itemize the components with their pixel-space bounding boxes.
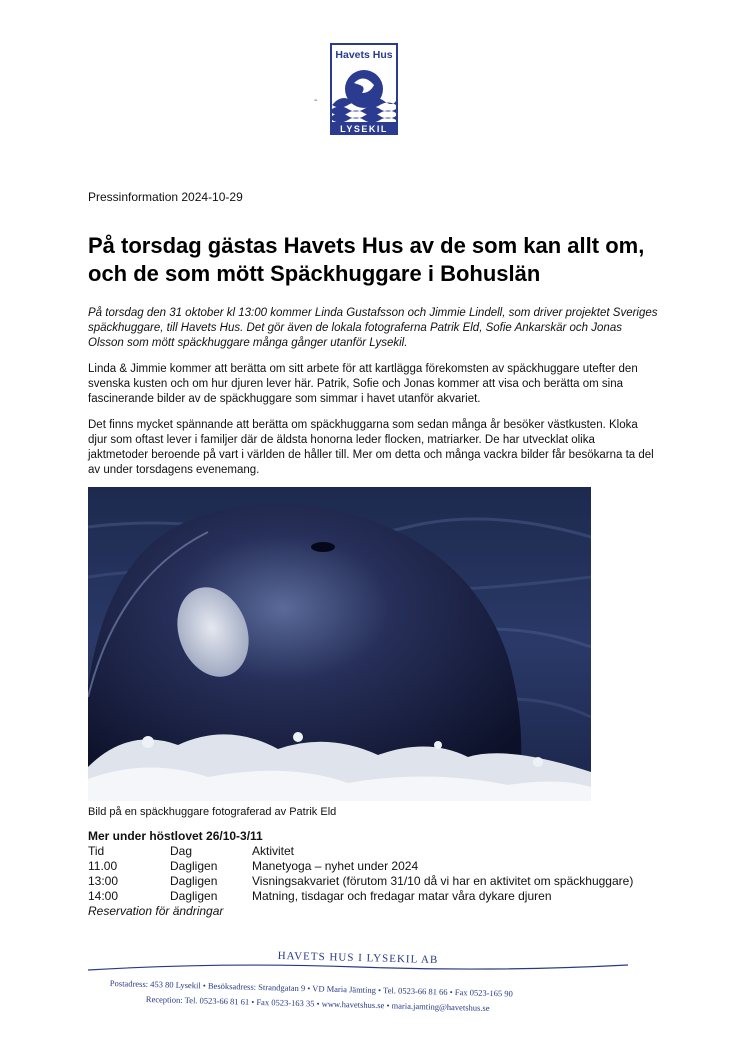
body-paragraph-2: Linda & Jimmie kommer att berätta om sitt arbete för att kartlägga förekomsten av späckhuggare utefter den svenska kusten och om hur djuren lever här. Patrik, Sofie och Jonas kommer att visa och berätta om sina fascinerande bilder av de späckhuggare som simmar i havet utanför akvariet. bbox=[88, 363, 638, 405]
schedule-activity: Matning, tisdagar och fredagar matar våra dykare djuren bbox=[252, 889, 552, 903]
footer-address-line-1: Postadress: 453 80 Lysekil • Besöksadress: Strandgatan 9 • VD Maria Jämting • Tel. 0523-66 81 66 • Fax 0523-165 90 bbox=[109, 978, 514, 999]
photo-caption: Bild på en späckhuggare fotograferad av Patrik Eld bbox=[88, 806, 337, 818]
company-name: HAVETS HUS I LYSEKIL AB bbox=[277, 949, 439, 967]
schedule-header-activity: Aktivitet bbox=[252, 844, 295, 858]
schedule-header-time: Tid bbox=[88, 844, 105, 858]
schedule-section bbox=[88, 829, 688, 919]
schedule-day: Dagligen bbox=[170, 889, 218, 903]
press-info-date: Pressinformation 2024-10-29 bbox=[88, 190, 243, 204]
letterhead-footer bbox=[88, 950, 628, 1020]
havets-hus-logo bbox=[330, 43, 398, 135]
schedule-activity: Manetyoga – nyhet under 2024 bbox=[252, 859, 419, 873]
schedule-day: Dagligen bbox=[170, 874, 218, 888]
header-dot: - bbox=[314, 95, 318, 106]
schedule-day: Dagligen bbox=[170, 859, 218, 873]
schedule-row bbox=[88, 859, 688, 874]
footer-wave-line bbox=[88, 960, 628, 974]
schedule-header-day: Dag bbox=[170, 844, 193, 858]
fish-wave-logo-icon bbox=[330, 43, 398, 135]
schedule-time: 14:00 bbox=[88, 889, 119, 903]
page-title: På torsdag gästas Havets Hus av de som kan allt om, och de som mött Späckhuggare i Bohuslän bbox=[88, 233, 645, 286]
schedule-row bbox=[88, 874, 688, 889]
schedule-activity: Visningsakvariet (förutom 31/10 då vi har en aktivitet om späckhuggare) bbox=[252, 874, 634, 888]
reservation-note: Reservation för ändringar bbox=[88, 904, 224, 918]
schedule-time: 13:00 bbox=[88, 874, 119, 888]
schedule-time: 11.00 bbox=[88, 859, 118, 873]
orca-photo bbox=[88, 487, 591, 801]
schedule-header-row bbox=[88, 844, 688, 859]
footer-address-line-2: Reception: Tel. 0523-66 81 61 • Fax 0523-163 35 • www.havetshus.se • maria.jamting@havetshus.se bbox=[145, 994, 490, 1013]
logo-top-text: Havets Hus bbox=[335, 49, 393, 61]
intro-paragraph: På torsdag den 31 oktober kl 13:00 kommer Linda Gustafsson och Jimmie Lindell, som driver projektet Sveriges späckhuggare, till Havets Hus. Det gör även de lokala fotograferna Patrik Eld, Sofie Ankarskär och Jonas Olsson som mött späckhuggare många gånger utanför Lysekil. bbox=[88, 307, 658, 349]
body-paragraph-3: Det finns mycket spännande att berätta om späckhuggarna som sedan många år besöker västkusten. Kloka djur som oftast lever i familjer där de äldsta honorna leder flocken, matriarker. De har utvecklat olika jaktmetoder beroende på vart i världen de håller till. Mer om detta och många vackra bilder får besökarna ta del av under torsdagens evenemang. bbox=[88, 419, 654, 476]
logo-bottom-text: LYSEKIL bbox=[340, 124, 388, 134]
schedule-title: Mer under höstlovet 26/10-3/11 bbox=[88, 829, 263, 843]
schedule-row bbox=[88, 889, 688, 904]
